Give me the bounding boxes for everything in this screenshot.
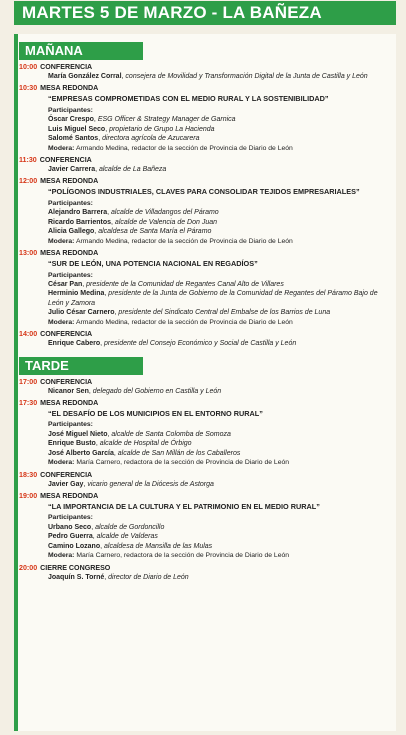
event-body <box>18 72 396 81</box>
participant-name: Alejandro Barrera <box>48 209 108 217</box>
participant <box>48 227 386 236</box>
participants-label: Participantes: <box>48 421 93 429</box>
participant <box>48 280 386 289</box>
participant <box>48 439 386 448</box>
event-header <box>18 176 396 186</box>
event-type: MESA REDONDA <box>40 249 99 258</box>
schedule-event <box>18 62 396 81</box>
moderator-label: Modera: <box>48 318 75 326</box>
participant <box>48 339 386 348</box>
event-time: 20:00 <box>19 563 38 572</box>
event-type: CONFERENCIA <box>40 63 93 71</box>
moderator-label: Modera: <box>48 459 75 467</box>
schedule-event <box>18 329 396 348</box>
participant-role: alcalde de Valencia de Don Juan <box>114 218 218 226</box>
participant <box>48 218 386 227</box>
schedule-event <box>18 491 396 561</box>
participant-role: ESG Officer & Strategy Manager de Garnica <box>97 116 236 124</box>
participant-role: alcalde de Gordoncillo <box>95 523 165 531</box>
event-time: 13:00 <box>19 249 38 258</box>
participant <box>48 573 386 582</box>
separator: , <box>95 440 100 448</box>
participant-role: delegado del Gobierno en Castilla y León <box>92 387 222 395</box>
participant-role: propietario de Grupo La Hacienda <box>109 125 215 133</box>
event-title: “LA IMPORTANCIA DE LA CULTURA Y EL PATRIMONIO EN EL MEDIO RURAL” <box>48 501 320 511</box>
participant <box>48 542 386 551</box>
event-body <box>18 165 396 174</box>
event-body <box>18 259 396 327</box>
participant <box>48 115 386 124</box>
participants-label: Participantes: <box>48 271 93 279</box>
participant-name: Pedro Guerra <box>48 533 93 541</box>
moderator <box>48 551 386 560</box>
separator: , <box>107 430 112 438</box>
participant-role: alcalde de Hospital de Órbigo <box>99 440 192 448</box>
participant-role: vicario general de la Diócesis de Astorga <box>87 480 214 488</box>
event-time: 11:30 <box>19 156 37 165</box>
event-time: 10:00 <box>19 63 38 71</box>
event-body <box>18 409 396 468</box>
participant-name: Óscar Crespo <box>48 116 94 124</box>
event-time: 17:00 <box>19 377 38 386</box>
participant-role: director de Diario de León <box>108 573 189 581</box>
section-label-morning: MAÑANA <box>19 42 143 60</box>
schedule-event <box>18 377 396 396</box>
participant-name: Herminio Medina <box>48 290 105 298</box>
participant-role: presidente del Consejo Económico y Social de Castilla y León <box>104 340 297 348</box>
separator: , <box>91 523 96 531</box>
schedule-event <box>18 248 396 327</box>
separator: , <box>107 209 112 217</box>
participant-name: Nicanor Sen <box>48 387 89 395</box>
moderator-text: Armando Medina, redactor de la sección de Provincia de Diario de León <box>75 237 293 245</box>
participant-name: Julio César Carnero <box>48 309 115 317</box>
event-time: 10:30 <box>19 84 38 93</box>
participant-name: Ricardo Barrientos <box>48 218 112 226</box>
participant-name: Urbano Seco <box>48 523 92 531</box>
schedule-event <box>18 470 396 489</box>
event-body <box>18 94 396 153</box>
separator: , <box>83 480 88 488</box>
schedule-event <box>18 563 396 582</box>
moderator <box>48 237 386 246</box>
moderator-text: Armando Medina, redactor de la sección de Provincia de Diario de León <box>75 318 293 326</box>
separator: , <box>105 125 110 133</box>
participant-name: Javier Gay <box>48 480 84 488</box>
event-body <box>18 502 396 561</box>
event-header <box>18 62 396 72</box>
participant <box>48 523 386 532</box>
event-title: “EL DESAFÍO DE LOS MUNICIPIOS EN EL ENTORNO RURAL” <box>48 408 263 418</box>
separator: , <box>111 218 115 226</box>
separator: , <box>114 309 119 317</box>
event-header <box>18 248 396 258</box>
participant-role: alcaldesa de Santa María el Páramo <box>98 228 212 236</box>
separator: , <box>88 387 93 395</box>
event-type: MESA REDONDA <box>40 84 99 93</box>
event-type: MESA REDONDA <box>40 398 99 407</box>
participant-role: alcalde de Villadangos del Páramo <box>111 209 219 217</box>
participant-role: alcaldesa de Mansilla de las Mulas <box>104 542 213 550</box>
moderator <box>48 458 386 467</box>
participant <box>48 532 386 541</box>
section-label-afternoon: TARDE <box>19 357 143 375</box>
participant-name: Javier Carrera <box>48 166 96 174</box>
separator: , <box>94 228 99 236</box>
participant-name: Luis Miguel Seco <box>48 125 106 133</box>
schedule-panel <box>14 34 396 731</box>
participant <box>48 208 386 217</box>
event-title: “SUR DE LEÓN, UNA POTENCIA NACIONAL EN REGADÍOS” <box>48 259 258 269</box>
event-time: 19:00 <box>19 491 38 500</box>
event-type: MESA REDONDA <box>40 177 99 186</box>
separator: , <box>100 542 105 550</box>
participant-role: presidente de la Junta de Gobierno de la Comunidad de Regantes del Páramo Bajo de León y Zamora <box>48 290 378 307</box>
participant <box>48 480 386 489</box>
participant-name: Enrique Cabero <box>48 340 101 348</box>
separator: , <box>92 533 97 541</box>
participants-label: Participantes: <box>48 199 93 207</box>
participant <box>48 308 386 317</box>
participant <box>48 430 386 439</box>
participants-label: Participantes: <box>48 106 93 114</box>
event-type: CONFERENCIA <box>40 330 93 339</box>
participant-name: César Pan <box>48 281 83 289</box>
event-title: “POLÍGONOS INDUSTRIALES, CLAVES PARA CONSOLIDAR TEJIDOS EMPRESARIALES” <box>48 187 360 197</box>
separator: , <box>98 135 103 143</box>
page-header <box>14 1 396 25</box>
participants-label: Participantes: <box>48 514 93 522</box>
participant-role: alcalde de Santa Colomba de Somoza <box>111 430 231 438</box>
moderator-text: María Carnero, redactora de la sección de Provincia de Diario de León <box>76 459 290 467</box>
event-header <box>18 329 396 339</box>
participant-role: consejera de Movilidad y Transformación Digital de la Junta de Castilla y León <box>125 73 368 80</box>
event-type: CONFERENCIA <box>40 470 93 479</box>
schedule-event <box>18 176 396 246</box>
separator: , <box>82 281 87 289</box>
participant-role: alcalde de La Bañeza <box>98 166 167 174</box>
participant <box>48 289 386 308</box>
event-type: CONFERENCIA <box>40 377 93 386</box>
participant <box>48 387 386 396</box>
participant-role: alcalde de Valderas <box>96 533 158 541</box>
separator: , <box>104 573 109 581</box>
event-body <box>18 480 396 489</box>
event-time: 14:00 <box>19 330 38 339</box>
participant-role: directora agrícola de Azucarera <box>102 135 200 143</box>
participant <box>48 449 386 458</box>
event-header <box>18 83 396 93</box>
event-time: 12:00 <box>19 177 38 186</box>
moderator <box>48 318 386 327</box>
participant <box>48 165 386 174</box>
event-body <box>18 573 396 582</box>
event-type: CONFERENCIA <box>39 156 92 165</box>
moderator-label: Modera: <box>48 552 75 560</box>
event-title: “EMPRESAS COMPROMETIDAS CON EL MEDIO RURAL Y LA SOSTENIBILIDAD” <box>48 94 329 104</box>
section-content <box>18 377 396 582</box>
event-header <box>18 563 396 573</box>
event-time: 18:30 <box>19 470 38 479</box>
moderator-label: Modera: <box>48 144 75 152</box>
participant-name: Enrique Busto <box>48 440 96 448</box>
separator: , <box>104 290 109 298</box>
participant-role: presidente del Sindicato Central del Embalse de los Barrios de Luna <box>118 309 331 317</box>
participant-name: Salomé Santos <box>48 135 99 143</box>
event-body <box>18 339 396 348</box>
event-body <box>18 387 396 396</box>
event-type: MESA REDONDA <box>40 491 99 500</box>
event-header <box>18 377 396 387</box>
schedule-event <box>18 155 396 174</box>
participant-name: Alicia Gallego <box>48 228 95 236</box>
participant-name: Joaquín S. Torné <box>48 573 105 581</box>
separator: , <box>93 116 98 124</box>
separator: , <box>95 166 99 174</box>
event-header <box>18 398 396 408</box>
participant <box>48 134 386 143</box>
moderator <box>48 144 386 153</box>
event-body <box>18 187 396 246</box>
schedule-event <box>18 398 396 468</box>
participant-name: María González Corral <box>48 73 122 80</box>
moderator-label: Modera: <box>48 237 75 245</box>
event-header <box>18 491 396 501</box>
event-header <box>18 155 396 165</box>
schedule-event <box>18 83 396 153</box>
event-time: 17:30 <box>19 398 38 407</box>
section-content <box>18 62 396 349</box>
participant <box>48 125 386 134</box>
participant-name: José Alberto García <box>48 449 114 457</box>
moderator-text: Armando Medina, redactor de la sección de Provincia de Diario de León <box>75 144 293 152</box>
separator: , <box>121 73 126 80</box>
page-title: MARTES 5 DE MARZO - LA BAÑEZA <box>22 3 322 22</box>
participant-name: Camino Lozano <box>48 542 101 550</box>
moderator-text: María Carnero, redactora de la sección de Provincia de Diario de León <box>76 552 290 560</box>
event-header <box>18 470 396 480</box>
participant-role: presidente de la Comunidad de Regantes Canal Alto de Villares <box>86 281 284 289</box>
participant-name: José Miguel Nieto <box>48 430 108 438</box>
separator: , <box>100 340 105 348</box>
participant <box>48 72 386 81</box>
separator: , <box>113 449 118 457</box>
participant-role: alcalde de San Millán de los Caballeros <box>117 449 241 457</box>
event-type: CIERRE CONGRESO <box>40 563 111 572</box>
